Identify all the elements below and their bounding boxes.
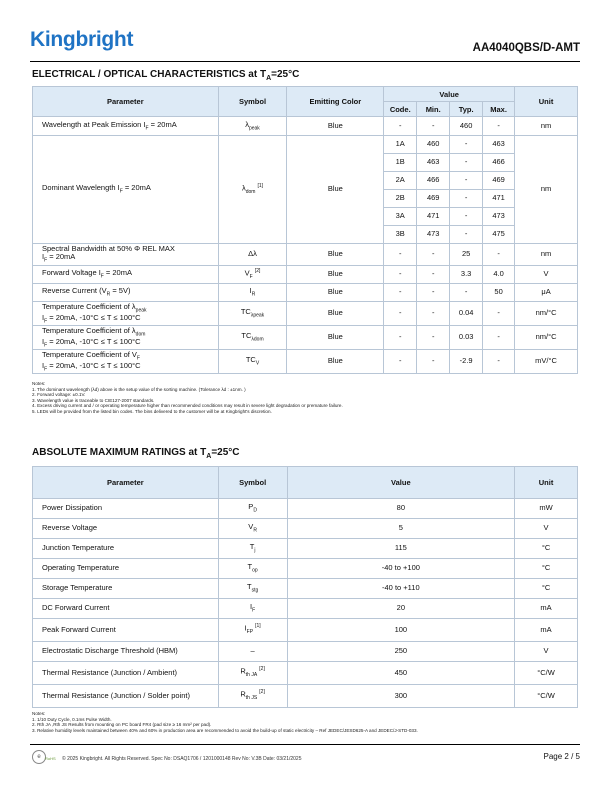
min-cell: 460 (417, 136, 450, 154)
page-number: Page 2 / 5 (543, 752, 580, 761)
max-cell: - (483, 326, 515, 350)
color-cell: Blue (287, 117, 384, 136)
max-cell: 466 (483, 154, 515, 172)
color-cell: Blue (287, 302, 384, 326)
param-cell: Temperature Coefficient of $V_F$ $I_F = 20mA$, -10°C ≤ T ≤ 100°C (33, 350, 219, 374)
typ-cell: -2.9 (450, 350, 483, 374)
max-cell: - (483, 117, 515, 136)
typ-cell: 0.04 (450, 302, 483, 326)
eo-section-title: ELECTRICAL / OPTICAL CHARACTERISTICS at $T_A=25^\circ C$ (32, 69, 300, 82)
value-cell: 450 (287, 662, 515, 685)
table-row (33, 642, 578, 662)
typ-cell: - (450, 136, 483, 154)
note-line: 1. The dominant wavelength (λd) above is the setup value of the sorting machine. (Tolerance λd : ±1nm. ) (32, 386, 246, 392)
table-row (33, 136, 578, 154)
param-cell: Reverse Voltage (33, 519, 219, 539)
unit-cell: °C (515, 539, 578, 559)
abs-header-symbol: Symbol (218, 467, 287, 499)
header-divider (30, 61, 580, 62)
symbol-cell: $\lambda_{dom}$ [1] (218, 136, 287, 244)
unit-cell: °C/W (515, 685, 578, 708)
note-line: Notes: (32, 711, 46, 716)
table-row (33, 326, 578, 350)
code-cell: 1B (384, 154, 417, 172)
eo-header-color: Emitting Color (287, 87, 384, 117)
unit-cell: nm (515, 136, 578, 244)
symbol-cell: $TC_V$ (218, 350, 287, 374)
param-cell: Reverse Current $(V_R = 5V)$ (33, 284, 219, 302)
color-cell: Blue (287, 136, 384, 244)
param-cell: Operating Temperature (33, 559, 219, 579)
table-row (33, 244, 578, 266)
note-line: 4. Excess driving current and / or operating temperature higher than recommended conditions may result in severe light degradation or premature failure. (32, 403, 343, 409)
typ-cell: 0.03 (450, 326, 483, 350)
param-cell: Junction Temperature (33, 539, 219, 559)
max-cell: 475 (483, 226, 515, 244)
unit-cell: mV/°C (515, 350, 578, 374)
value-cell: 20 (287, 599, 515, 619)
max-cell: 473 (483, 208, 515, 226)
table-row (33, 539, 578, 559)
typ-cell: - (450, 172, 483, 190)
typ-cell: 460 (450, 117, 483, 136)
code-cell: 1A (384, 136, 417, 154)
max-cell: 50 (483, 284, 515, 302)
symbol-cell: $I_R$ (218, 284, 287, 302)
symbol-cell: $V_R$ (218, 519, 287, 539)
unit-cell: mW (515, 499, 578, 519)
symbol-cell: – (218, 642, 287, 662)
table-row (33, 619, 578, 642)
max-cell: - (483, 302, 515, 326)
value-cell: 80 (287, 499, 515, 519)
param-cell: Dominant Wavelength $I_F = 20mA$ (33, 136, 219, 244)
max-cell: - (483, 350, 515, 374)
eo-header-typ: Typ. (450, 102, 483, 117)
symbol-cell: $T_{op}$ (218, 559, 287, 579)
param-cell: Forward Voltage $I_F = 20mA$ (33, 266, 219, 284)
min-cell: - (417, 326, 450, 350)
param-cell: Storage Temperature (33, 579, 219, 599)
symbol-cell: $V_F$ [2] (218, 266, 287, 284)
symbol-cell: $T_j$ (218, 539, 287, 559)
code-cell: - (384, 266, 417, 284)
color-cell: Blue (287, 350, 384, 374)
min-cell: 469 (417, 190, 450, 208)
symbol-cell: $P_D$ (218, 499, 287, 519)
color-cell: Blue (287, 266, 384, 284)
code-cell: 2B (384, 190, 417, 208)
table-row (33, 499, 578, 519)
code-cell: - (384, 244, 417, 266)
symbol-cell: $TC_{\lambda peak}$ (218, 302, 287, 326)
min-cell: - (417, 350, 450, 374)
color-cell: Blue (287, 284, 384, 302)
max-cell: 4.0 (483, 266, 515, 284)
value-cell: -40 to +100 (287, 559, 515, 579)
symbol-cell: $\lambda_{peak}$ (218, 117, 287, 136)
max-cell: 469 (483, 172, 515, 190)
eo-header-value: Value (384, 87, 515, 102)
typ-cell: - (450, 226, 483, 244)
abs-table (32, 466, 578, 708)
eo-table (32, 86, 578, 374)
unit-cell: °C (515, 579, 578, 599)
param-cell: Spectral Bandwidth at 50% Φ REL MAX $I_F = 20mA$ (33, 244, 219, 266)
symbol-cell: $TC_{\lambda dom}$ (218, 326, 287, 350)
min-cell: - (417, 302, 450, 326)
copyright-text: © 2025 Kingbright. All Rights Reserved. Spec No: DSAQ1706 / 1201000148 Rev No: V.3B Date: 03/21/2025 (62, 756, 302, 762)
table-row (33, 662, 578, 685)
unit-cell: V (515, 519, 578, 539)
unit-cell: nm/°C (515, 302, 578, 326)
footer-divider (30, 744, 580, 745)
code-cell: - (384, 117, 417, 136)
code-cell: 3B (384, 226, 417, 244)
unit-cell: mA (515, 599, 578, 619)
min-cell: 471 (417, 208, 450, 226)
param-cell: Thermal Resistance (Junction / Ambient) (33, 662, 219, 685)
eo-header-code: Code. (384, 102, 417, 117)
abs-section-title: ABSOLUTE MAXIMUM RATINGS at $T_A=25^\circ C$ (32, 447, 240, 460)
color-cell: Blue (287, 244, 384, 266)
param-cell: Peak Forward Current (33, 619, 219, 642)
table-row (33, 284, 578, 302)
unit-cell: μA (515, 284, 578, 302)
note-line: 2. Rth JA ,Rth JS Results from mounting on PC board FR4 (pad size ≥ 16 mm² per pad). (32, 722, 212, 728)
param-cell: Wavelength at Peak Emission $I_F = 20mA$ (33, 117, 219, 136)
abs-notes (32, 711, 418, 733)
note-line: 3. Relative humidity levels maintained between 40% and 60% in production area are recommended to avoid the build-up of static electricity – Ref JEDEC/JESD625-A and JEDEC/J-STD-033. (32, 727, 418, 733)
value-cell: 115 (287, 539, 515, 559)
code-cell: - (384, 302, 417, 326)
param-cell: Temperature Coefficient of $\lambda_{dom}$ $I_F = 20mA$, -10°C ≤ T ≤ 100°C (33, 326, 219, 350)
max-cell: 471 (483, 190, 515, 208)
table-row (33, 579, 578, 599)
symbol-cell: Δλ (218, 244, 287, 266)
unit-cell: °C (515, 559, 578, 579)
eo-header-symbol: Symbol (218, 87, 287, 117)
table-row (33, 350, 578, 374)
typ-cell: - (450, 208, 483, 226)
table-row (33, 302, 578, 326)
unit-cell: mA (515, 619, 578, 642)
min-cell: 463 (417, 154, 450, 172)
value-cell: 250 (287, 642, 515, 662)
typ-cell: - (450, 284, 483, 302)
code-cell: - (384, 326, 417, 350)
eo-header-parameter: Parameter (33, 87, 219, 117)
eo-header-min: Min. (417, 102, 450, 117)
unit-cell: nm (515, 244, 578, 266)
eo-header-max: Max. (483, 102, 515, 117)
min-cell: 473 (417, 226, 450, 244)
min-cell: - (417, 244, 450, 266)
kingbright-logo: Kingbright (30, 28, 134, 51)
min-cell: - (417, 266, 450, 284)
typ-cell: - (450, 154, 483, 172)
part-number: AA4040QBS/D-AMT (472, 42, 580, 54)
unit-cell: nm (515, 117, 578, 136)
value-cell: -40 to +110 (287, 579, 515, 599)
abs-header-parameter: Parameter (33, 467, 219, 499)
color-cell: Blue (287, 326, 384, 350)
param-cell: Power Dissipation (33, 499, 219, 519)
table-row (33, 266, 578, 284)
param-cell: DC Forward Current (33, 599, 219, 619)
code-cell: 2A (384, 172, 417, 190)
table-row (33, 519, 578, 539)
note-line: 5. LEDs will be provided from the listed bin codes. The bins delivered to the customer will be at Kingbright's discretion. (32, 408, 272, 414)
unit-cell: V (515, 642, 578, 662)
param-cell: Thermal Resistance (Junction / Solder point) (33, 685, 219, 708)
max-cell: 463 (483, 136, 515, 154)
value-cell: 5 (287, 519, 515, 539)
unit-cell: nm/°C (515, 326, 578, 350)
table-row (33, 117, 578, 136)
table-row (33, 599, 578, 619)
code-cell: - (384, 350, 417, 374)
symbol-cell: $I_{FP}$ [1] (218, 619, 287, 642)
table-row (33, 559, 578, 579)
typ-cell: - (450, 190, 483, 208)
param-cell: Electrostatic Discharge Threshold (HBM) (33, 642, 219, 662)
unit-cell: V (515, 266, 578, 284)
code-cell: 3A (384, 208, 417, 226)
value-cell: 300 (287, 685, 515, 708)
min-cell: 466 (417, 172, 450, 190)
symbol-cell: $I_F$ (218, 599, 287, 619)
abs-header-value: Value (287, 467, 515, 499)
abs-header-unit: Unit (515, 467, 578, 499)
max-cell: - (483, 244, 515, 266)
symbol-cell: $R_{th JS}$ [2] (218, 685, 287, 708)
eo-notes (32, 381, 343, 415)
typ-cell: 3.3 (450, 266, 483, 284)
note-line: 1. 1/10 Duty Cycle, 0.1ms Pulse Width. (32, 716, 112, 722)
param-cell: Temperature Coefficient of $\lambda_{peak}$ $I_F = 20mA$, -10°C ≤ T ≤ 100°C (33, 302, 219, 326)
min-cell: - (417, 117, 450, 136)
typ-cell: 25 (450, 244, 483, 266)
min-cell: - (417, 284, 450, 302)
eo-header-unit: Unit (515, 87, 578, 117)
note-line: 2. Forward voltage: ±0.1V. (32, 392, 86, 398)
note-line: 3. Wavelength value is traceable to CIE127-2007 standards. (32, 397, 155, 403)
code-cell: - (384, 284, 417, 302)
symbol-cell: $R_{th JA}$ [2] (218, 662, 287, 685)
symbol-cell: $T_{stg}$ (218, 579, 287, 599)
value-cell: 100 (287, 619, 515, 642)
e-mark-icon: e (32, 750, 46, 764)
rohs-icon: RoHS (45, 756, 56, 761)
note-line: Notes: (32, 381, 46, 386)
table-row (33, 685, 578, 708)
unit-cell: °C/W (515, 662, 578, 685)
